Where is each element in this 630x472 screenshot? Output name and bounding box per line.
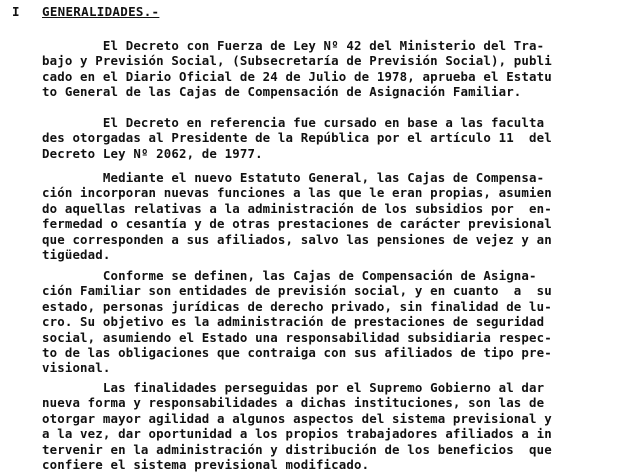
text-line: bajo y Previsión Social, (Subsecretaría de Previsión Social), publi: [42, 53, 552, 69]
text-line: ción Familiar son entidades de previsión social, y en cuanto a su: [42, 283, 552, 299]
text-line: cado en el Diario Oficial de 24 de Julio de 1978, aprueba el Estatu: [42, 68, 552, 84]
paragraph-faculties: [42, 115, 627, 161]
text-line: to de las obligaciones que contraiga con sus afiliados de tipo pre-: [42, 345, 552, 361]
paragraph-decree: [42, 38, 627, 100]
text-line: cro. Su objetivo es la administración de prestaciones de seguridad: [42, 314, 545, 330]
text-line: El Decreto en referencia fue cursado en base a las faculta: [42, 115, 545, 130]
text-line: a la vez, dar oportunidad a los propios trabajadores afiliados a in: [42, 426, 552, 442]
text-line: to General de las Cajas de Compensación de Asignación Familiar.: [42, 84, 522, 100]
text-line: Las finalidades perseguidas por el Supremo Gobierno al dar: [42, 380, 545, 395]
text-line: nueva forma y responsabilidades a dichas instituciones, son las de: [42, 395, 545, 411]
text-line: Decreto Ley Nº 2062, de 1977.: [42, 145, 263, 161]
text-line: estado, personas jurídicas de derecho privado, sin finalidad de lu-: [42, 298, 552, 314]
text-line: do aquellas relativas a la administración de los subsidios por en-: [42, 200, 552, 216]
text-line: Conforme se definen, las Cajas de Compensación de Asigna-: [42, 268, 537, 283]
paragraph-new-functions: [42, 170, 627, 262]
paragraph-definition: [42, 268, 627, 376]
text-line: fermedad o cesantía y de otras prestaciones de carácter previsional: [42, 216, 552, 232]
text-line: tervenir en la administración y distribución de los beneficios que: [42, 441, 552, 457]
text-line: El Decreto con Fuerza de Ley Nº 42 del Ministerio del Tra-: [42, 38, 545, 53]
text-line: social, asumiendo el Estado una responsabilidad subsidiaria respec-: [42, 329, 552, 345]
text-line: otorgar mayor agilidad a algunos aspectos del sistema previsional y: [42, 410, 552, 426]
section-title: GENERALIDADES.-: [42, 4, 160, 19]
text-line: visional.: [42, 360, 111, 376]
section-number: I: [12, 4, 20, 19]
paragraph-purposes: [42, 380, 627, 472]
text-line: confiere el sistema previsional modificado.: [42, 457, 370, 472]
text-line: des otorgadas al Presidente de la República por el artículo 11 del: [42, 130, 552, 146]
text-line: ción incorporan nuevas funciones a las que le eran propias, asumien: [42, 185, 552, 201]
text-line: tigüedad.: [42, 247, 111, 263]
text-line: que corresponden a sus afiliados, salvo las pensiones de vejez y an: [42, 231, 552, 247]
text-line: Mediante el nuevo Estatuto General, las Cajas de Compensa-: [42, 170, 545, 185]
